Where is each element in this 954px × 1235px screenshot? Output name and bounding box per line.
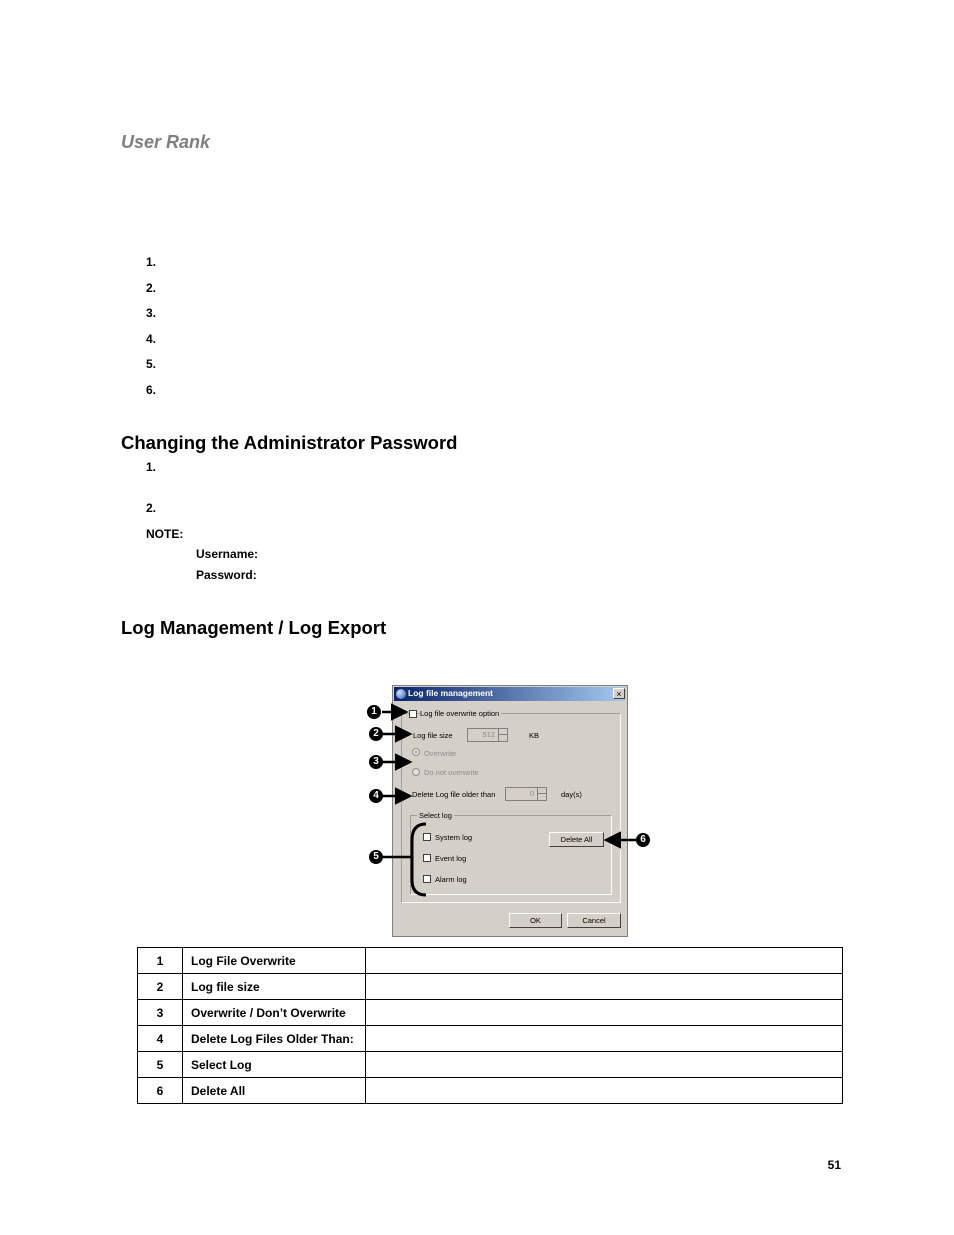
system-log-label: System log (435, 833, 473, 842)
password-label: Password: (196, 568, 257, 582)
delete-older-value: 0 (529, 789, 534, 798)
ok-button[interactable]: OK (509, 913, 562, 928)
row-item: Delete All (183, 1078, 366, 1104)
row-description (366, 974, 843, 1000)
callout-arrows (360, 700, 660, 905)
row-description (366, 948, 843, 974)
row-description (366, 1026, 843, 1052)
row-number: 4 (138, 1026, 183, 1052)
row-number: 5 (138, 1052, 183, 1078)
username-label: Username: (196, 547, 259, 561)
section-title: User Rank (121, 132, 211, 152)
log-management-heading: Log Management / Log Export (121, 617, 387, 638)
callout-5: 5 (369, 850, 383, 864)
table-row (138, 948, 843, 974)
table-row (138, 1078, 843, 1104)
user-rank-step-3: 3. (146, 306, 157, 320)
bracket-5 (412, 824, 426, 895)
cancel-button[interactable]: Cancel (567, 913, 621, 928)
app-icon (396, 689, 406, 699)
user-rank-step-5: 5. (146, 357, 157, 371)
log-file-size-value: 512 (482, 730, 495, 739)
row-number: 2 (138, 974, 183, 1000)
user-rank-step-4: 4. (146, 332, 157, 346)
alarm-log-label: Alarm log (435, 875, 467, 884)
overwrite-label: Overwrite (424, 749, 457, 758)
log-settings-table (137, 947, 843, 1104)
callout-6: 6 (636, 833, 650, 847)
table-row (138, 1052, 843, 1078)
callout-1: 1 (367, 705, 381, 719)
dialog-titlebar (394, 687, 626, 701)
callout-4: 4 (369, 789, 383, 803)
delete-older-unit: day(s) (561, 790, 582, 799)
row-number: 3 (138, 1000, 183, 1026)
do-not-overwrite-label: Do not overwrite (424, 768, 479, 777)
row-number: 6 (138, 1078, 183, 1104)
row-item: Delete Log Files Older Than: (183, 1026, 366, 1052)
log-overwrite-label: Log file overwrite option (420, 709, 500, 718)
row-item: Log file size (183, 974, 366, 1000)
table-row (138, 1000, 843, 1026)
row-number: 1 (138, 948, 183, 974)
table-row (138, 1026, 843, 1052)
callout-3: 3 (369, 755, 383, 769)
page-number: 51 (827, 1158, 841, 1172)
log-file-size-unit: KB (529, 731, 540, 740)
row-item: Overwrite / Don’t Overwrite (183, 1000, 366, 1026)
note-label: NOTE: (146, 527, 184, 541)
row-description (366, 1052, 843, 1078)
admin-password-heading: Changing the Administrator Password (121, 432, 458, 453)
row-description (366, 1000, 843, 1026)
row-description (366, 1078, 843, 1104)
row-item: Select Log (183, 1052, 366, 1078)
callout-2: 2 (369, 727, 383, 741)
table-row (138, 974, 843, 1000)
delete-all-button[interactable]: Delete All (549, 832, 604, 847)
dialog-title: Log file management (408, 688, 494, 698)
close-icon[interactable]: × (613, 688, 625, 699)
user-rank-step-6: 6. (146, 383, 157, 397)
event-log-label: Event log (435, 854, 467, 863)
user-rank-step-2: 2. (146, 281, 157, 295)
user-rank-step-1: 1. (146, 255, 157, 269)
admin-step-2: 2. (146, 501, 157, 515)
row-item: Log File Overwrite (183, 948, 366, 974)
admin-step-1: 1. (146, 460, 157, 474)
log-file-size-label: Log file size (413, 731, 453, 740)
delete-older-label: Delete Log file older than (412, 790, 496, 799)
select-log-group-label: Select log (419, 811, 452, 820)
